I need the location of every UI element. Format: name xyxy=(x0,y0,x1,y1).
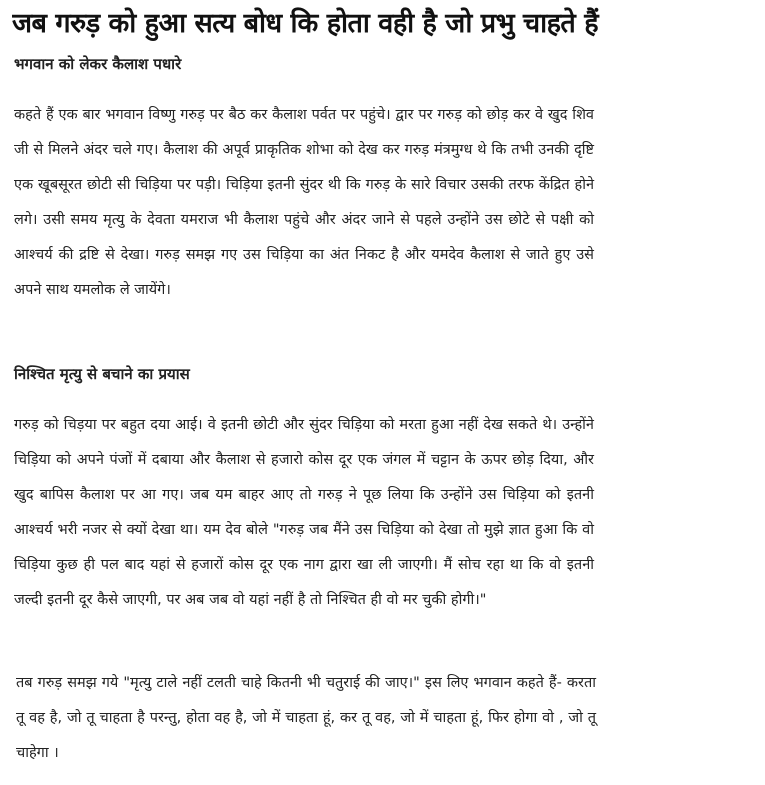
article-title: जब गरुड़ को हुआ सत्य बोध कि होता वही है जो प्रभु चाहते हैं xyxy=(12,8,599,39)
section-heading-saving-attempt: निश्चित मृत्यु से बचाने का प्रयास xyxy=(14,365,190,383)
paragraph-kailash: कहते हैं एक बार भगवान विष्णु गरुड़ पर बैठ कर कैलाश पर्वत पर पहुंचे। द्वार पर गरुड़ को छोड़ कर वे खुद शिव जी से मिलने अंदर चले गए। कैलाश की अपूर्व प्राकृतिक शोभा को देख कर गरुड़ मंत्रमुग्ध थे कि तभी उनकी दृष्टि एक खूबसूरत छोटी सी चिड़िया पर पड़ी। चिड़िया इतनी सुंदर थी कि गरुड़ के सारे विचार उसकी तरफ केंद्रित होने लगे। उसी समय मृत्यु के देवता यमराज भी कैलाश पहुंचे और अंदर जाने से पहले उन्होंने उस छोटे से पक्षी को आश्चर्य की द्रष्टि से देखा। गरुड़ समझ गए उस चिड़िया का अंत निकट है और यमदेव कैलाश से जाते हुए उसे अपने साथ यमलोक ले जायेंगे। xyxy=(14,107,594,298)
paragraph-conclusion: तब गरुड़ समझ गये "मृत्यु टाले नहीं टलती चाहे कितनी भी चतुराई की जाए।" इस लिए भगवान कहते हैं- करता तू वह है, जो तू चाहता है परन्तु, होता वह है, जो में चाहता हूं, कर तू वह, जो में चाहता हूं, फिर होगा वो , जो तू चाहेगा । xyxy=(16,675,596,761)
section-heading-kailash: भगवान को लेकर कैलाश पधारे xyxy=(14,55,182,73)
paragraph-saving-attempt: गरुड़ को चिड़या पर बहुत दया आई। वे इतनी छोटी और सुंदर चिड़िया को मरता हुआ नहीं देख सकते थे। उन्होंने चिड़िया को अपने पंजों में दबाया और कैलाश से हजारो कोस दूर एक जंगल में चट्टान के ऊपर छोड़ दिया, और खुद बापिस कैलाश पर आ गए। जब यम बाहर आए तो गरुड़ ने पूछ लिया कि उन्होंने उस चिड़िया को इतनी आश्चर्य भरी नजर से क्यों देखा था। यम देव बोले "गरुड़ जब मैंने उस चिड़िया को देखा तो मुझे ज्ञात हुआ कि वो चिड़िया कुछ ही पल बाद यहां से हजारों कोस दूर एक नाग द्वारा खा ली जाएगी। मैं सोच रहा था कि वो इतनी जल्दी इतनी दूर कैसे जाएगी, पर अब जब वो यहां नहीं है तो निश्चित ही वो मर चुकी होगी।" xyxy=(14,417,594,608)
